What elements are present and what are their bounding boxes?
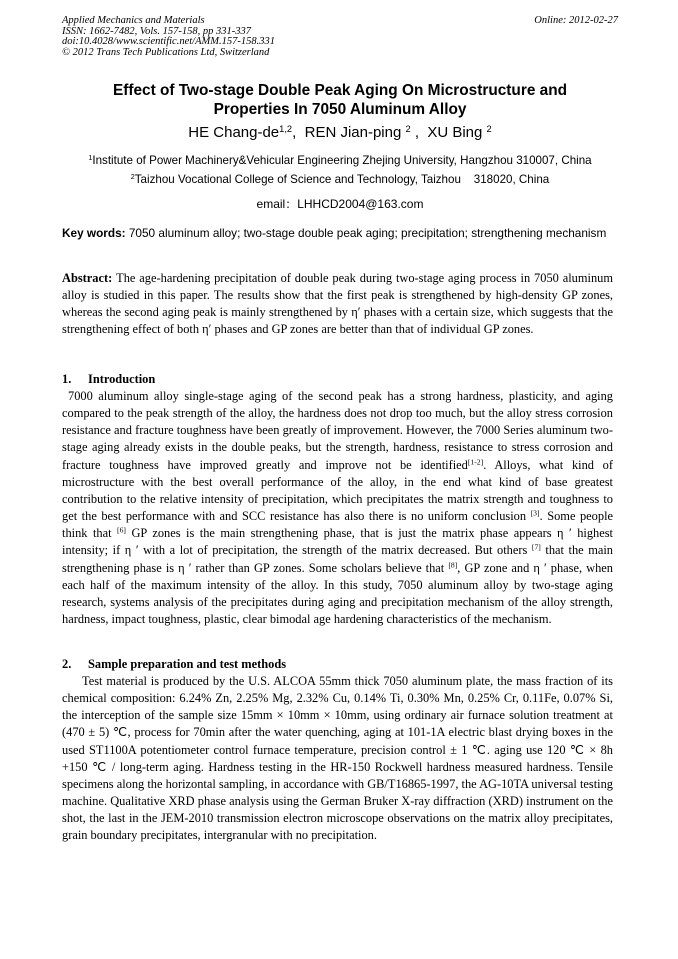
citation: [1-2] — [467, 457, 484, 467]
citation: [6] — [117, 525, 126, 535]
section-title: Sample preparation and test methods — [88, 657, 287, 671]
introduction-paragraph — [62, 388, 613, 628]
author-affiliation-mark: 2 — [486, 123, 492, 134]
keywords — [62, 226, 613, 242]
title-line-1: Effect of Two-stage Double Peak Aging On Microstructure and — [112, 82, 568, 99]
copyright-line: © 2012 Trans Tech Publications Ltd, Switzerland — [62, 46, 270, 58]
title-line-2: Properties In 7050 Aluminum Alloy — [213, 101, 467, 118]
issn-line: ISSN: 1662-7482, Vols. 157-158, pp 331-337 — [62, 25, 251, 37]
citation: [8] — [448, 559, 458, 569]
affiliation-2 — [62, 172, 618, 188]
keywords-text: 7050 aluminum alloy; two-stage double peak aging; precipitation; strengthening mechanism — [128, 226, 607, 240]
sample-preparation-paragraph: Test material is produced by the U.S. ALCOA 55mm thick 7050 aluminum plate, the mass fraction of its chemical composition: 6.24% Zn, 2.25% Mg, 2.32% Cu, 0.14% Ti, 0.30% Mn, 0.25% Cr, 0.11Fe, 0.07% Si, the interception of the sample size 15mm × 10mm × 10mm, using ordinary air furnace solution treatment at (470 ± 5) ℃, process for 70min after the water quenching, aging at 101-1A electric blast drying boxes in the used ST1100A potentiometer control furnace temperature, precision control ± 1 ℃. aging use 120 ℃ × 8h +150 ℃ / long-term aging. Hardness testing in the HR-150 Rockwell hardness measured hardness. Tensile specimens along the horizontal sampling, in accordance with GB/T16865-1997, the AG-10TA universal testing machine. Qualitative XRD phase analysis using the German Bruker X-ray diffraction (XRD) instrument on the shot, the last in the JEM-2010 transmission electron microscope observations on the matrix alloy precipitates, grain boundary precipitates, intergranular with no precipitation. — [62, 674, 613, 843]
body-text: that the main strengthening phase is η ′ rather than GP zones. Some scholars believe that — [62, 543, 613, 575]
publication-header — [62, 16, 618, 58]
affiliation-text: Institute of Power Machinery&Vehicular Engineering Zhejing University, Hangzhou 310007, China — [92, 154, 592, 167]
body-text: 7000 aluminum alloy single-stage aging of the second peak has a strong hardness, plasticity, and aging compared to the peak strength of the alloy, the hardness does not drop too much, but the alloy stress corrosion resistance and fracture toughness have been greatly of improvement. However, the 7000 Series aluminum two-stage aging already exists in the double peaks, but the strength, hardness, resistance to stress corrosion and fracture toughness have improved greatly and improve not be identified — [62, 389, 613, 472]
journal-name: Applied Mechanics and Materials — [62, 15, 205, 26]
section-heading-sample-preparation — [62, 656, 613, 673]
section-heading-introduction — [62, 371, 613, 388]
paper-title — [62, 81, 618, 119]
abstract — [62, 270, 613, 339]
author-name: HE Chang-de — [188, 124, 280, 141]
author-affiliation-mark: 2 — [405, 123, 411, 134]
author-list: HE Chang-de$^{1,2}$, REN Jian-ping $^2$ , XU Bing $^2$ — [188, 123, 492, 141]
section-number: 2. — [62, 657, 72, 671]
author-name: XU Bing — [427, 124, 483, 141]
affiliation-text: Taizhou Vocational College of Science and Technology, Taizhou 318020, China — [134, 173, 550, 186]
online-date: Online: 2012-02-27 — [534, 15, 618, 26]
citation: [3] — [530, 508, 540, 518]
affiliation-mark: 2 — [130, 172, 135, 182]
body-text: GP zones is the main strengthening phase, that is just the matrix phase appears η ′ highest intensity; if η ′ with a lot of precipitation, the strength of the matrix decreased. But others — [62, 526, 613, 558]
section-number: 1. — [62, 372, 72, 386]
body-text: , GP zone and η ′ phase, when each half of the maximum intensity of the alloy. In this study, 7050 aluminum alloy by two-stage aging research, systems analysis of the precipitates during aging and precipitation mechanism of the alloy strength, hardness, impact toughness, plastic, clear bimodal age hardening characteristics of the mechanism. — [62, 560, 613, 627]
doi-line: doi:10.4028/www.scientific.net/AMM.157-158.331 — [62, 36, 275, 48]
author-name: REN Jian-ping — [304, 124, 402, 141]
affiliation-1 — [62, 153, 618, 169]
keywords-label: Key words: — [62, 226, 126, 240]
abstract-label: Abstract: — [62, 271, 113, 285]
section-title: Introduction — [88, 372, 156, 386]
abstract-text: The age-hardening precipitation of double peak during two-stage aging process in 7050 aluminum alloy is studied in this paper. The results show that the first peak is strengthened by high-density GP zones, whereas the second aging peak is mainly strengthened by η′ phases with a certain size, which suggests that the strengthening effect of both η′ phases and GP zones are better than that of individual GP zones. — [62, 271, 613, 337]
author-email: email：LHHCD2004@163.com — [256, 197, 424, 211]
affiliation-mark: 1 — [88, 153, 93, 163]
body-text: . Some people think that — [62, 509, 614, 541]
body-text: . Alloys, what kind of microstructure with the best overall performance of the alloy, in the end what kind of base greatest contribution to the relative intensity of precipitation, which precipitates the matrix strength and toughness to get the best performance with and SCC resistance has also there is no uniform conclusion — [62, 457, 613, 524]
citation: [7] — [531, 542, 541, 552]
author-affiliation-mark: 1,2 — [279, 123, 293, 134]
